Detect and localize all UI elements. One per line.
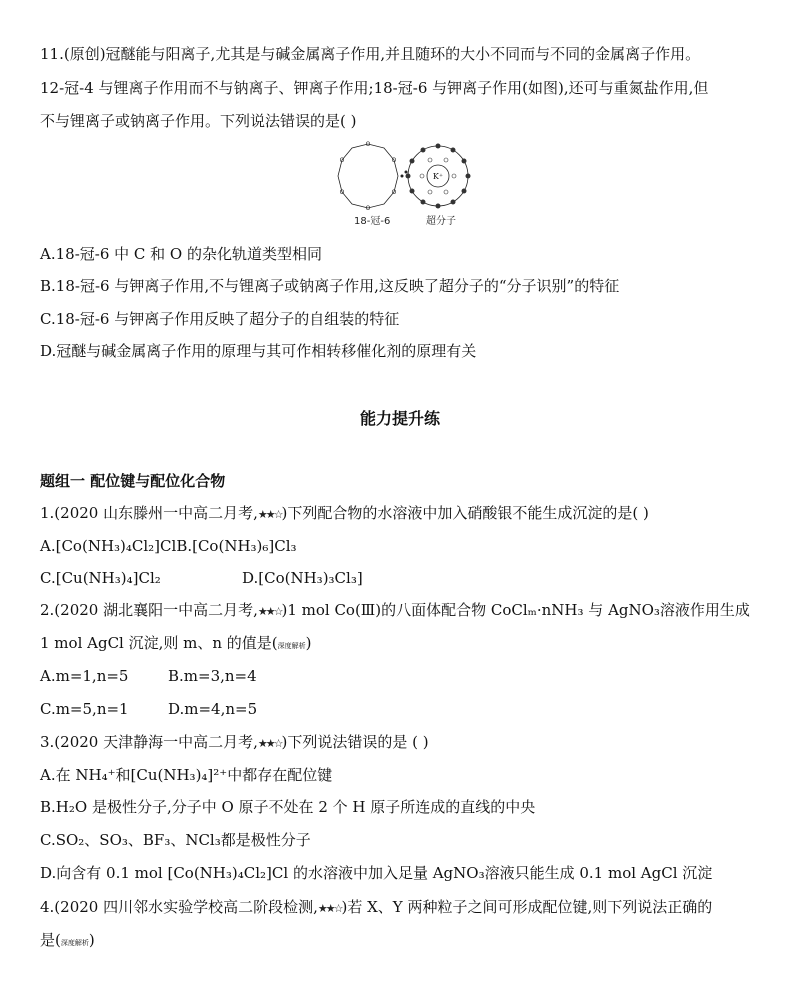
q1-option-b: B.[Co(NH₃)₆]Cl₃ [176, 537, 297, 555]
q2-stem-source: 2.(2020 湖北襄阳一中高二月考, [40, 601, 258, 619]
difficulty-icon: ★★☆ [257, 508, 282, 521]
q1-options-ab [40, 536, 297, 556]
q4-stem-line2-text: 是( [40, 931, 61, 949]
q3-option-a: A.在 NH₄⁺和[Cu(NH₃)₄]²⁺中都存在配位键 [40, 766, 333, 784]
q1-option-c: C.[Cu(NH₃)₄]Cl₂ [40, 569, 161, 587]
q1-option-a: A.[Co(NH₃)₄Cl₂]Cl [40, 537, 177, 555]
q11-option-b: B.18-冠-6 与钾离子作用,不与锂离子或钠离子作用,这反映了超分子的“分子识别”的特征 [40, 277, 620, 295]
q4-stem-source: 4.(2020 四川邻水实验学校高二阶段检测, [40, 898, 318, 916]
q11-line3: 不与锂离子或钠离子作用。下列说法错误的是( ) [40, 112, 357, 130]
crown-ether-figure [330, 138, 480, 230]
q2-stem-text: )1 mol Co(Ⅲ)的八面体配合物 CoClₘ·nNH₃ 与 AgNO₃溶液作用生成 [281, 601, 750, 619]
q4-stem-text: )若 X、Y 两种粒子之间可形成配位键,则下列说法正确的 [341, 898, 713, 916]
ring-o-2: O [391, 157, 397, 164]
crown-ether-ring [338, 144, 398, 208]
q3-stem-source: 3.(2020 天津静海一中高二月考, [40, 733, 258, 751]
q1-option-d: D.[Co(NH₃)₃Cl₃] [242, 569, 363, 587]
q3-stem-text: )下列说法错误的是 ( ) [281, 733, 429, 751]
q1-stem [40, 503, 649, 525]
figure-label-supramolecule: 超分子 [426, 216, 456, 227]
ring-o-3: O [391, 189, 397, 196]
q4-stem-line2 [40, 930, 95, 953]
ring-o-6: O [339, 157, 345, 164]
q11-option-d: D.冠醚与碱金属离子作用的原理与其可作相转移催化剂的原理有关 [40, 342, 477, 360]
ring-o-5: O [339, 189, 345, 196]
q2-option-d: D.m=4,n=5 [168, 700, 258, 718]
q2-stem-line2-text: 1 mol AgCl 沉淀,则 m、n 的值是( [40, 634, 278, 652]
difficulty-icon: ★★☆ [317, 902, 342, 915]
q2-stem-line2 [40, 633, 312, 656]
q2-option-b: B.m=3,n=4 [168, 667, 257, 685]
deep-analysis-tag: 深度解析 [277, 642, 306, 650]
difficulty-icon: ★★☆ [257, 605, 282, 618]
q4-stem [40, 897, 712, 919]
q2-option-a: A.m=1,n=5 [40, 667, 129, 685]
q11-line1: 11.(原创)冠醚能与阳离子,尤其是与碱金属离子作用,并且随环的大小不同而与不同的金属离子作用。 [40, 45, 701, 63]
q1-stem-text: )下列配合物的水溶液中加入硝酸银不能生成沉淀的是( ) [281, 504, 649, 522]
q2-stem [40, 600, 750, 622]
q4-stem-close: ) [88, 931, 95, 949]
q11-line2: 12-冠-4 与锂离子作用而不与钠离子、钾离子作用;18-冠-6 与钾离子作用(如图),还可与重氮盐作用,但 [40, 79, 709, 97]
section-title: 能力提升练 [359, 409, 440, 428]
figure-label-crown: 18-冠-6 [354, 216, 391, 227]
q3-stem [40, 732, 429, 754]
q2-option-c: C.m=5,n=1 [40, 700, 129, 718]
q11-option-c: C.18-冠-6 与钾离子作用反映了超分子的自组装的特征 [40, 310, 400, 328]
q3-option-b: B.H₂O 是极性分子,分子中 O 原子不处在 2 个 H 原子所连成的直线的中央 [40, 798, 536, 816]
group1-title: 题组一 配位键与配位化合物 [40, 472, 226, 490]
q1-stem-source: 1.(2020 山东滕州一中高二月考, [40, 504, 258, 522]
q3-option-d: D.向含有 0.1 mol [Co(NH₃)₄Cl₂]Cl 的水溶液中加入足量 AgNO₃溶液只能生成 0.1 mol AgCl 沉淀 [40, 864, 713, 882]
ring-o-4: O [365, 205, 371, 212]
q2-stem-close: ) [305, 634, 312, 652]
potassium-ion-label: K⁺ [432, 172, 444, 181]
ring-o-1: O [365, 141, 371, 148]
q11-option-a: A.18-冠-6 中 C 和 O 的杂化轨道类型相同 [40, 245, 322, 263]
q3-option-c: C.SO₂、SO₃、BF₃、NCl₃都是极性分子 [40, 831, 311, 849]
difficulty-icon: ★★☆ [257, 737, 282, 750]
deep-analysis-tag: 深度解析 [60, 939, 89, 947]
